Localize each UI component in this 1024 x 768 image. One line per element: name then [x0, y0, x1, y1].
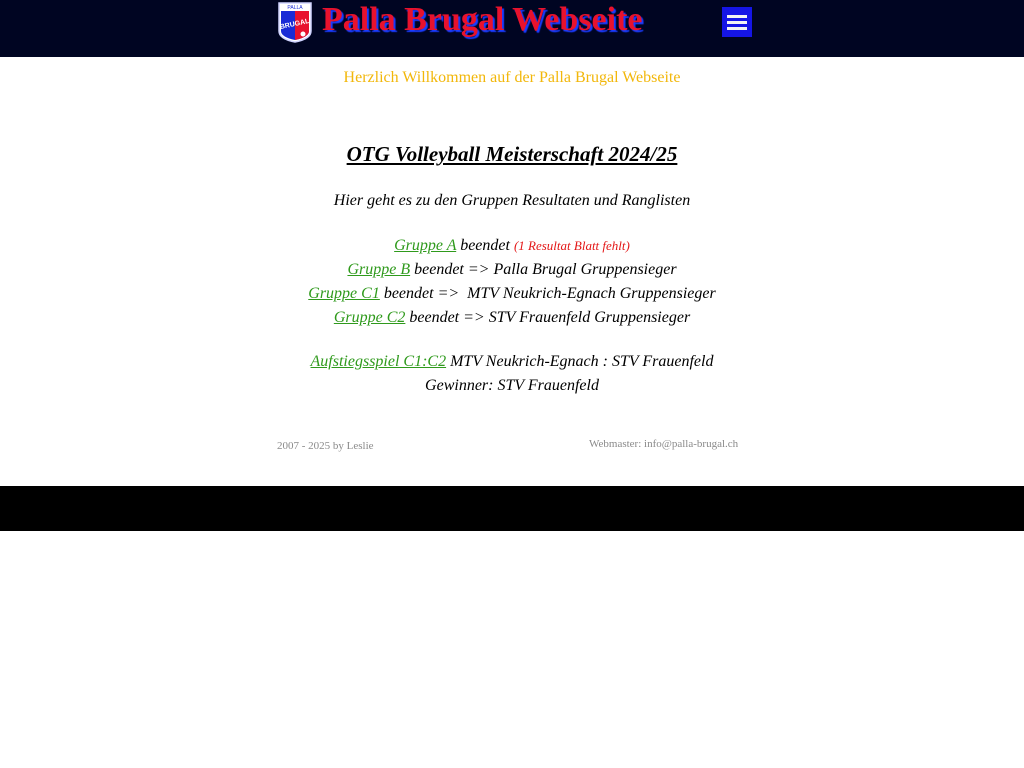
promotion-row	[0, 350, 1024, 374]
svg-text:PALLA: PALLA	[287, 5, 303, 11]
menu-button[interactable]	[722, 7, 752, 37]
group-a-note: (1 Resultat Blatt fehlt)	[513, 238, 630, 253]
group-b-link[interactable]: Gruppe B	[347, 261, 411, 278]
promotion-link[interactable]: Aufstiegsspiel C1:C2	[310, 353, 447, 370]
palla-brugal-logo[interactable]	[276, 1, 314, 43]
site-header	[0, 0, 1024, 57]
group-a-link[interactable]: Gruppe A	[394, 237, 457, 254]
site-title: Palla Brugal Webseite	[322, 1, 643, 38]
promotion-winner: Gewinner: STV Frauenfeld	[425, 377, 599, 394]
intro-text: Hier geht es zu den Gruppen Resultaten und Ranglisten	[333, 192, 691, 209]
webmaster-text: Webmaster: info@palla-brugal.ch	[589, 438, 739, 450]
group-c2-link[interactable]: Gruppe C2	[333, 309, 406, 326]
group-row-c2	[0, 306, 1024, 330]
group-c2-status: beendet => STV Frauenfeld Gruppensieger	[405, 309, 691, 326]
welcome-text: Herzlich Willkommen auf der Palla Brugal Webseite	[343, 69, 681, 86]
group-row-b	[0, 258, 1024, 282]
hamburger-menu-icon	[727, 15, 747, 18]
hamburger-menu-icon	[727, 21, 747, 24]
group-b-status: beendet => Palla Brugal Gruppensieger	[410, 261, 677, 278]
svg-text:BRUGAL: BRUGAL	[279, 17, 311, 32]
group-list	[0, 234, 1024, 330]
promotion-section	[0, 350, 1024, 398]
page-heading: OTG Volleyball Meisterschaft 2024/25	[346, 142, 678, 166]
group-a-status: beendet	[456, 237, 514, 254]
group-row-c1	[0, 282, 1024, 306]
group-c1-link[interactable]: Gruppe C1	[308, 285, 380, 302]
promotion-match: MTV Neukrich-Egnach : STV Frauenfeld	[446, 353, 714, 370]
copyright-text: 2007 - 2025 by Leslie	[277, 440, 374, 452]
footer-bar	[0, 486, 1024, 531]
group-c1-status: beendet => MTV Neukrich-Egnach Gruppensieger	[379, 285, 716, 302]
hamburger-menu-icon	[727, 27, 747, 30]
group-row-a	[0, 234, 1024, 258]
